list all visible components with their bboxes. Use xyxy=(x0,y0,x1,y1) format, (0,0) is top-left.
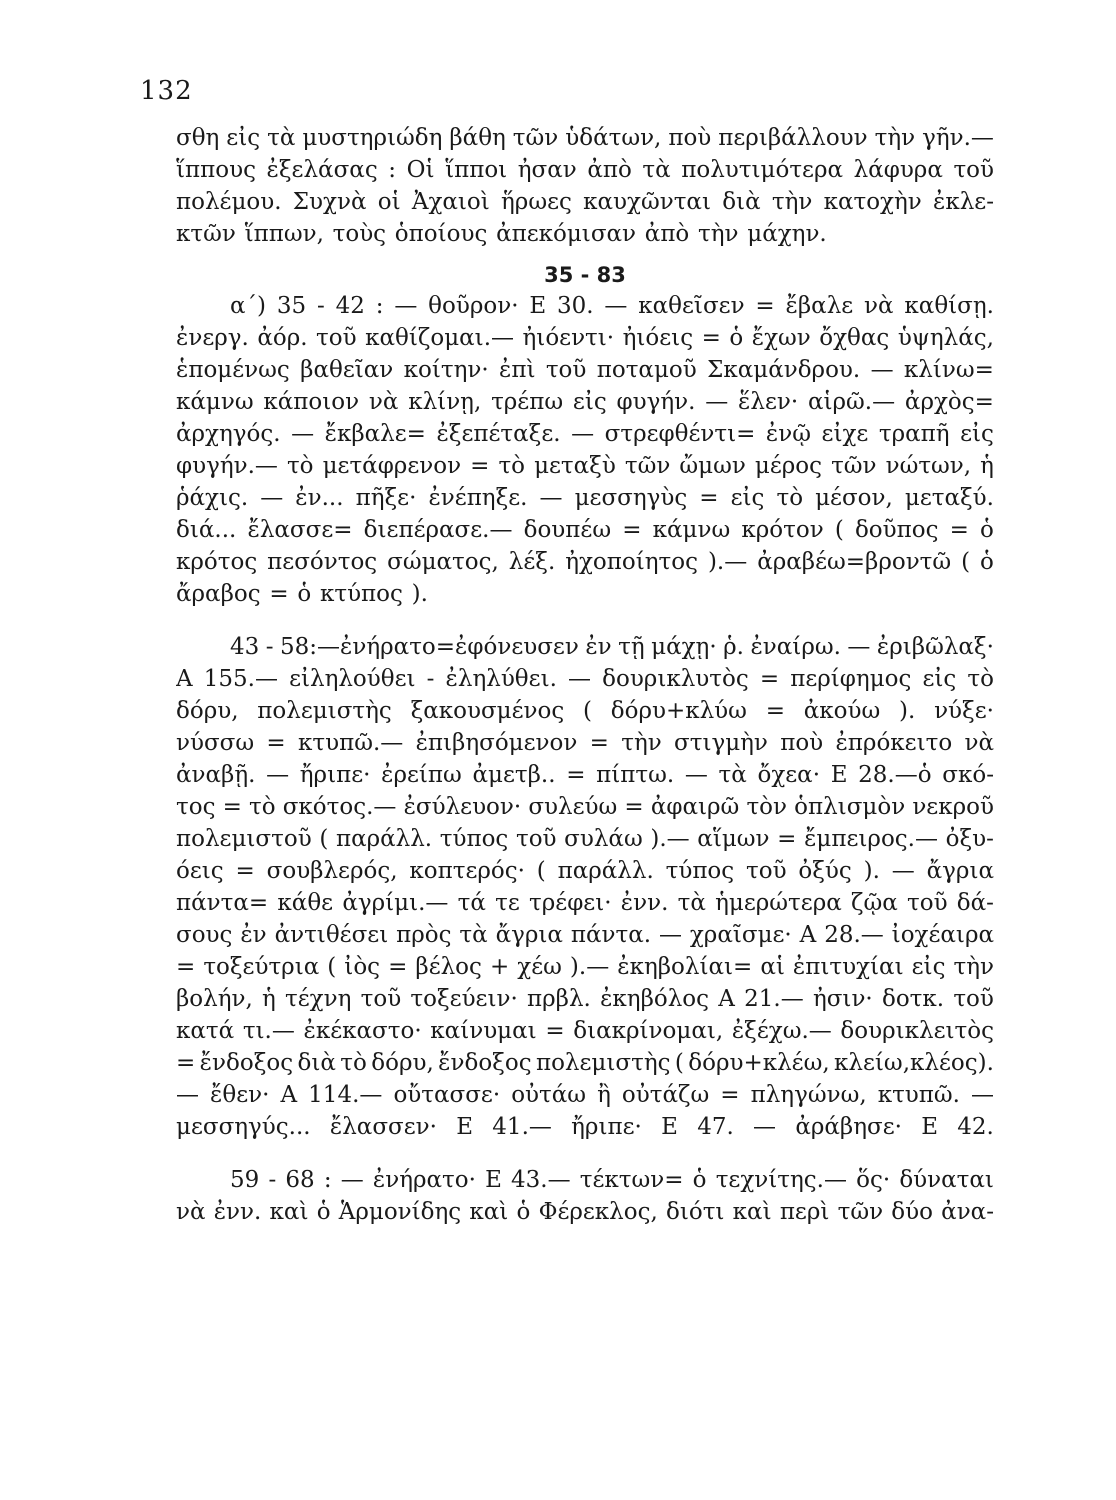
text-line: ἄραβος = ὁ κτύπος ). xyxy=(176,581,428,607)
text-line: Α 155.— εἰληλούθει - ἐληλύθει. — δουρικλυτὸς = περίφημος εἰς τὸ xyxy=(176,666,994,692)
text-line: ἀναβῇ. — ἤριπε· ἐρείπω ἀμετβ.. = πίπτω. — τὰ ὄχεα· Ε 28.—ὁ σκό- xyxy=(176,762,994,788)
text-line: κτῶν ἵππων, τοὺς ὁποίους ἀπεκόμισαν ἀπὸ τὴν μάχην. xyxy=(176,221,827,247)
text-line: δόρυ, πολεμιστὴς ξακουσμένος ( δόρυ+κλύω = ἀκούω ). νύξε· xyxy=(176,698,994,724)
text-line: κατά τι.— ἐκέκαστο· καίνυμαι = διακρίνομαι, ἐξέχω.— δουρικλειτὸς xyxy=(176,1018,994,1044)
page-number: 132 xyxy=(140,76,193,106)
text-line: α΄) 35 - 42 : — θοῦρον· Ε 30. — καθεῖσεν = ἔβαλε νὰ καθίσῃ. xyxy=(230,293,994,319)
text-line: ἑπομένως βαθεῖαν κοίτην· ἐπὶ τοῦ ποταμοῦ Σκαμάνδρου. — κλίνω= xyxy=(176,357,994,383)
text-line: πολέμου. Συχνὰ οἱ Ἀχαιοὶ ἥρωες καυχῶνται διὰ τὴν κατοχὴν ἐκλε- xyxy=(176,189,994,215)
text-line: σθη εἰς τὰ μυστηριώδη βάθη τῶν ὑδάτων, ποὺ περιβάλλουν τὴν γῆν.— xyxy=(176,125,994,151)
paragraph-gap xyxy=(176,613,994,634)
text-line: μεσσηγύς... ἔλασσεν· Ε 41.— ἤριπε· Ε 47. — ἀράβησε· Ε 42. xyxy=(176,1114,994,1140)
text-line: κάμνω κάποιον νὰ κλίνῃ, τρέπω εἰς φυγήν. — ἕλεν· αἱρῶ.— ἀρχὸς= xyxy=(176,389,994,415)
paragraph-gap xyxy=(176,1146,994,1167)
text-line: σους ἐν ἀντιθέσει πρὸς τὰ ἄγρια πάντα. — χραῖσμε· Α 28.— ἰοχέαιρα xyxy=(176,922,994,948)
text-line: 43 - 58:—ἐνήρατο=ἐφόνευσεν ἐν τῇ μάχῃ· ῥ. ἐναίρω. — ἐριβῶλαξ· xyxy=(230,634,994,660)
text-line: όεις = σουβλερός, κοπτερός· ( παράλλ. τύπος τοῦ ὀξύς ). — ἄγρια xyxy=(176,858,994,884)
text-line: = τοξεύτρια ( ἰὸς = βέλος + χέω ).— ἐκηβολίαι= αἱ ἐπιτυχίαι εἰς τὴν xyxy=(176,954,994,980)
text-line: 59 - 68 : — ἐνήρατο· Ε 43.— τέκτων= ὁ τεχνίτης.— ὅς· δύναται xyxy=(230,1167,994,1193)
text-line: κρότος πεσόντος σώματος, λέξ. ἠχοποίητος ).— ἀραβέω=βροντῶ ( ὁ xyxy=(176,549,994,575)
text-line: ἵππους ἐξελάσας : Οἱ ἵπποι ἦσαν ἀπὸ τὰ πολυτιμότερα λάφυρα τοῦ xyxy=(176,157,994,183)
text-line: πολεμιστοῦ ( παράλλ. τύπος τοῦ συλάω ).— αἵμων = ἔμπειρος.— ὀξυ- xyxy=(176,826,994,852)
text-line: βολήν, ἡ τέχνη τοῦ τοξεύειν· πρβλ. ἐκηβόλος Α 21.— ἦσιν· δοτκ. τοῦ xyxy=(176,986,994,1012)
page-body xyxy=(176,125,994,1231)
text-line: — ἔθεν· Α 114.— οὔτασσε· οὐτάω ἢ οὐτάζω = πληγώνω, κτυπῶ. — xyxy=(176,1082,994,1108)
text-line: ἀρχηγός. — ἔκβαλε= ἐξεπέταξε. — στρεφθέντι= ἐνῷ εἶχε τραπῆ εἰς xyxy=(176,421,994,447)
text-line: νὰ ἐνν. καὶ ὁ Ἁρμονίδης καὶ ὁ Φέρεκλος, διότι καὶ περὶ τῶν δύο ἀνα- xyxy=(176,1199,994,1225)
text-line: = ἔνδοξος διὰ τὸ δόρυ, ἔνδοξος πολεμιστὴς ( δόρυ+κλέω, κλείω,κλέος). xyxy=(176,1050,994,1076)
text-line: ἐνεργ. ἀόρ. τοῦ καθίζομαι.— ἠιόεντι· ἠιόεις = ὁ ἔχων ὄχθας ὑψηλάς, xyxy=(176,325,994,351)
text-line: νύσσω = κτυπῶ.— ἐπιβησόμενον = τὴν στιγμὴν ποὺ ἐπρόκειτο νὰ xyxy=(176,730,994,756)
text-line: τος = τὸ σκότος.— ἐσύλευον· συλεύω = ἀφαιρῶ τὸν ὁπλισμὸν νεκροῦ xyxy=(176,794,994,820)
text-line: φυγήν.— τὸ μετάφρενον = τὸ μεταξὺ τῶν ὤμων μέρος τῶν νώτων, ἡ xyxy=(176,453,994,479)
text-line: πάντα= κάθε ἀγρίμι.— τά τε τρέφει· ἐνν. τὰ ἡμερώτερα ζῷα τοῦ δά- xyxy=(176,890,994,916)
text-line: διά... ἔλασσε= διεπέρασε.— δουπέω = κάμνω κρότον ( δοῦπος = ὁ xyxy=(176,517,994,543)
section-heading: 35 - 83 xyxy=(544,263,626,287)
text-line: ῥάχις. — ἐν... πῆξε· ἐνέπηξε. — μεσσηγὺς = εἰς τὸ μέσον, μεταξύ. xyxy=(176,485,994,511)
